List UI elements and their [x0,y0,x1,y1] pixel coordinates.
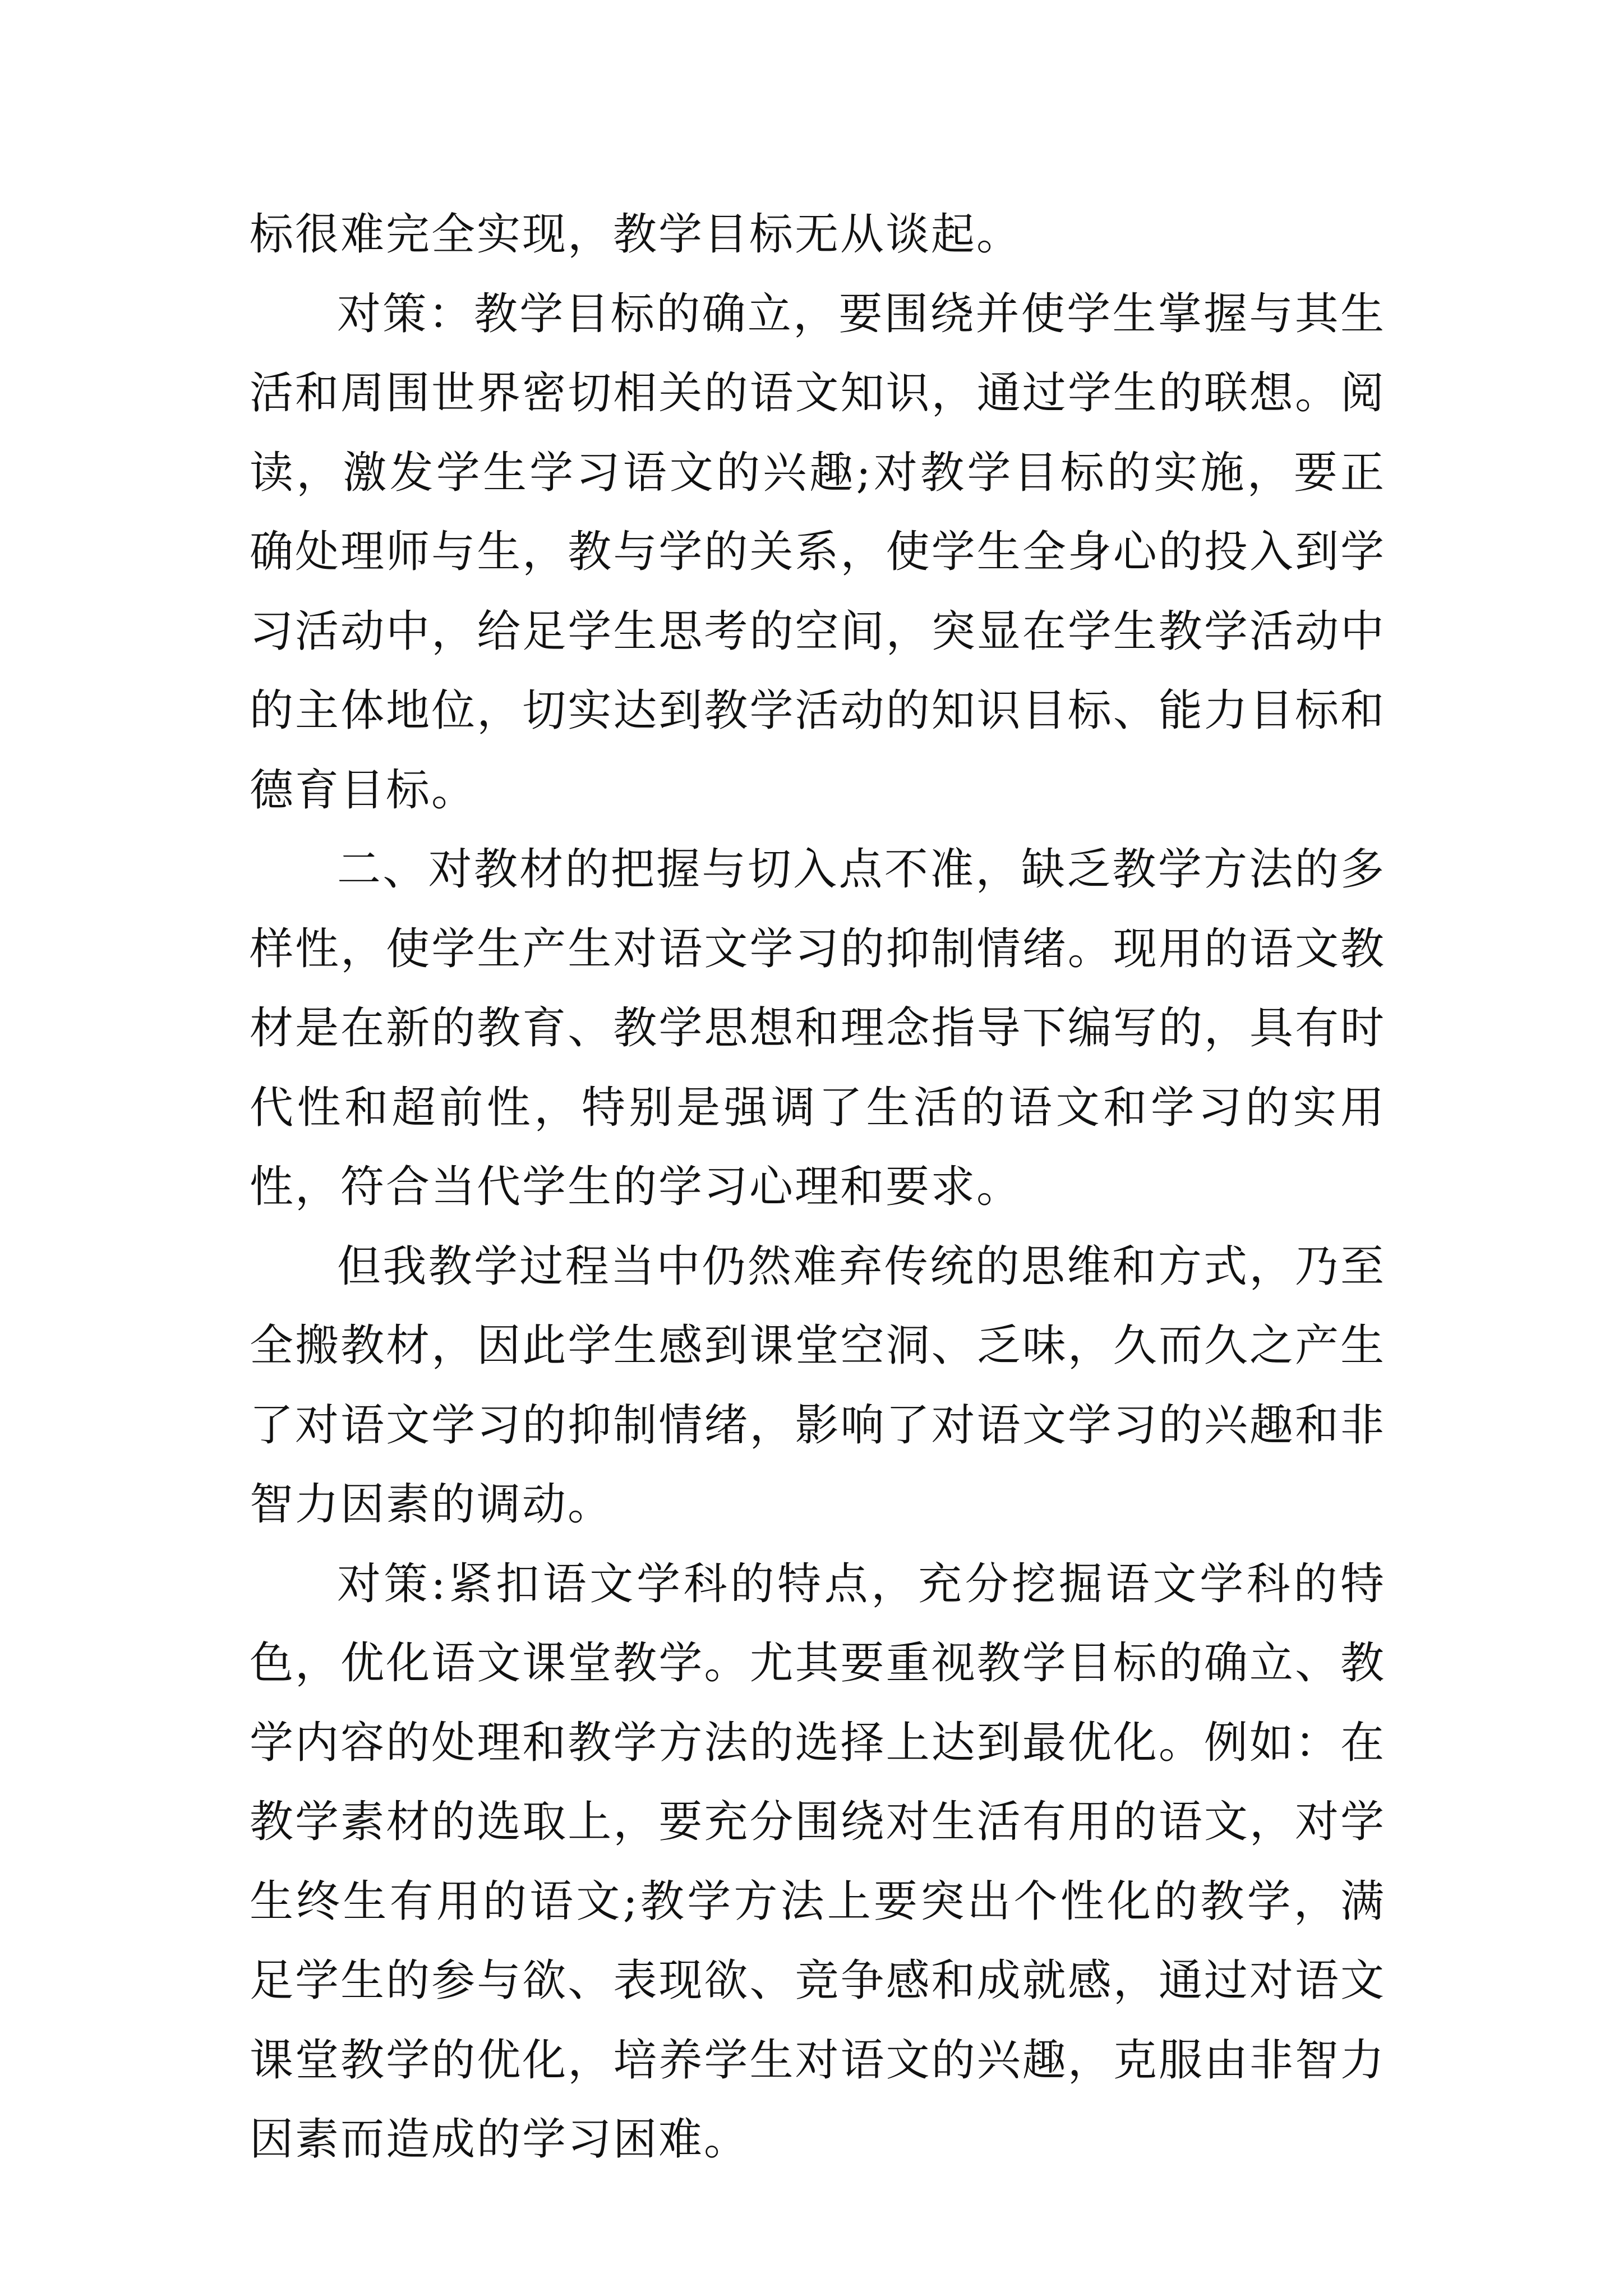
paragraph-strategy-1: 对策：教学目标的确立，要围绕并使学生掌握与其生活和周围世界密切相关的语文知识，通过学生的联想。阅读，激发学生学习语文的兴趣;对教学目标的实施，要正确处理师与生，教与学的关系，使学生全身心的投入到学习活动中，给足学生思考的空间，突显在学生教学活动中的主体地位，切实达到教学活动的知识目标、能力目标和德育目标。 [250,288,1386,816]
paragraph-section-two: 二、对教材的把握与切入点不准，缺乏教学方法的多样性，使学生产生对语文学习的抑制情绪。现用的语文教材是在新的教育、教学思想和理念指导下编写的，具有时代性和超前性，特别是强调了生活的语文和学习的实用性，符合当代学生的学习心理和要求。 [250,844,1386,1212]
paragraph-strategy-2: 对策:紧扣语文学科的特点，充分挖掘语文学科的特色，优化语文课堂教学。尤其要重视教学目标的确立、教学内容的处理和教学方法的选择上达到最优化。例如：在教学素材的选取上，要充分围绕对生活有用的语文，对学生终生有用的语文;教学方法上要突出个性化的教学，满足学生的参与欲、表现欲、竞争感和成就感，通过对语文课堂教学的优化，培养学生对语文的兴趣，克服由非智力因素而造成的学习困难。 [250,1558,1386,2165]
document-body [250,195,1386,2180]
paragraph-continuation: 标很难完全实现，教学目标无从谈起。 [250,209,1022,260]
paragraph-traditional-teaching: 但我教学过程当中仍然难弃传统的思维和方式，乃至全搬教材，因此学生感到课堂空洞、乏味，久而久之产生了对语文学习的抑制情绪，影响了对语文学习的兴趣和非智力因素的调动。 [250,1241,1386,1530]
